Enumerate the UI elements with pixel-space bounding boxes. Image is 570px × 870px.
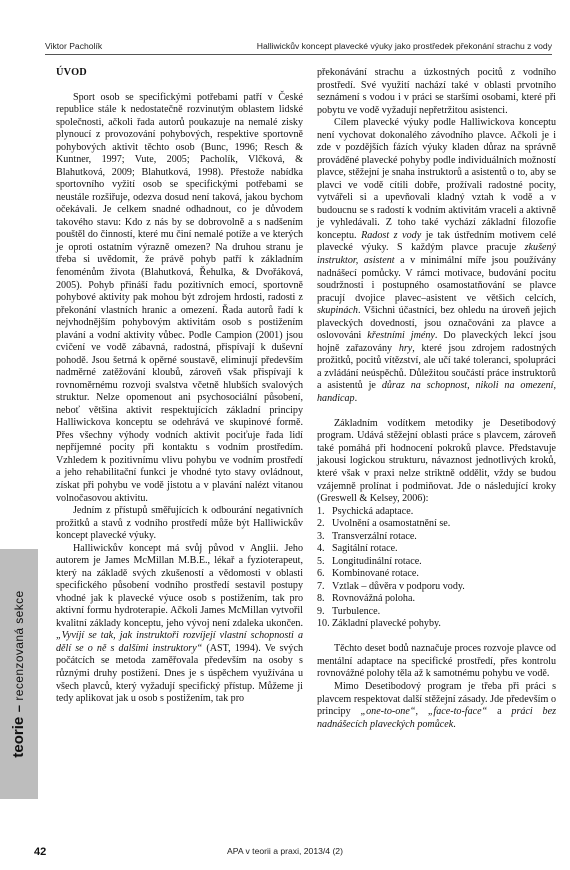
list-number: 8. (317, 593, 325, 605)
list-item (317, 506, 556, 519)
list-item (317, 581, 556, 594)
emphasis: „face-to-face“ (427, 706, 488, 718)
right-column (317, 67, 556, 731)
list-number: 2. (317, 518, 325, 530)
paragraph: Základním vodítkem metodiky je Desetibodový program. Udává stěžejní oblasti práce s plavcem, zároveň také pomáhá při hodnocení pokroků plavce. Představuje jakousi logickou strukturu, návaznost jednotlivých kroků, které však v praxi nelze striktně oddělit, vždy se budou vzájemně prolínat i podmiňovat. Jde o následující kroky (Greswell & Kelsey, 2006): (317, 417, 556, 505)
paragraph: Sport osob se specifickými potřebami patří v České republice stále k nedostatečně rozvinutým oblastem lidské společnosti, ačkoli řada autorů poukazuje na nemalé zisky plynoucí z provozování pohybových, respektive sportovně pohybových aktivit těchto osob (Bunc, 1996; Resch & Kuntner, 1997; Vute, 2005; Pacholík, Vlčková, & Blahutková, 2009; Blahutková, 1998). Přestože nabídka sportovního vyžití osob se specifickými potřebami se neustále rozšiřuje, odezva dosud není taková, jakou bychom očekávali. Je celkem snadné odhadnout, co je důvodem takového stavu: Kdo z nás by se dobrovolně a s nadšením pouštěl do činností, které mu činí nemalé potíže a ve kterých je oproti ostatním výrazně omezen? Na druhou stranu je třeba si uvědomit, že právě pohyb patří k základním fenoménům života (Blahutková, Řehulka, & Dvořáková, 2005). Pohyb přináší řadu pozitivních emocí, sportovně pohybové aktivity pak mohou být zdrojem hrdosti, radosti z překonání vlastních hranic a omezení. Řada autorů řadí k nejvhodnějším pohybovým aktivitám osob s postižením plavání a vodní aktivity vůbec. Podle Campion (2001) jsou cvičení ve vodě zábavná, radostná, přispívají k duševní pohodě. Jsou šetrná k opěrné soustavě, eliminují především nadměrné zatěžování kloubů, zároveň však přispívají k rovnoměrnému rozvoji svalstva včetně hlubších svalových struktur. Nelze opomenout ani psychosociální působení, neboť většina aktivit respektujících základní principy Halliwickova konceptu se odehrává ve skupinové formě. Přes všechny výhody vodních aktivit pociťuje řada lidí nepříjemné pocity při kontaktu s vodním prostředím. Vzhledem k pozitivnímu vlivu pohybu ve vodním prostředí a jeho rehabilitační funkci je vhodné tyto stavy ovládnout, získat při pohybu ve vodě jistotu a v plavání nalézt vitanou volnočasovou aktivitu. (56, 91, 303, 504)
text-run: (AST, 1994). Ve svých počátcích se metoda zaměřovala především na osoby s různými druhy postižení. Dnes je s úspěchem využívána u všech plavců, který vyžadují specifický přístup. Můžeme ji tedy aplikovat jak u osob s postižením, tak pro (56, 642, 303, 705)
text-run: , (415, 706, 418, 718)
emphasis: důraz na schopnost, nikoli na omezení, handicap (317, 380, 556, 404)
paragraph (317, 681, 556, 731)
list-number: 3. (317, 530, 325, 542)
section-tab-label (10, 590, 28, 757)
list-text: Sagitální rotace. (332, 543, 398, 555)
emphasis: křestními jmény (367, 330, 435, 342)
section-tab-word-theory: teorie (10, 716, 27, 758)
text-run: Mimo Desetibodový program je třeba při práci s plavcem respektovat další stěžejní zásady. Jde především o principy (317, 680, 556, 718)
list-item (317, 606, 556, 619)
list-item (317, 556, 556, 569)
text-run: . (453, 718, 456, 730)
text-run: Halliwickův koncept má svůj původ v Anglii. Jeho autorem je James McMillan M.B.E., lékař a fyzioterapeut, který na základě svých zkušeností a vědomosti v oblasti specifického působení vodního prostředí sestavil postupy vhodné jak k plavecké výuce osob s postižením, tak pro aktivní formu hydroterapie. Ačkoli James McMillan vytvořil kvalitní základy konceptu, jeho vývoj není zdaleka ukončen. (56, 542, 303, 629)
list-text: Základní plavecké pohyby. (332, 618, 441, 630)
section-tab-dash: – (11, 705, 26, 713)
emphasis: „one-to-one“ (360, 706, 416, 718)
list-text: Uvolnění a osamostatnění se. (332, 518, 451, 530)
list-text: Kombinované rotace. (332, 568, 419, 580)
text-run: . (354, 392, 358, 404)
list-number: 1. (317, 505, 325, 517)
emphasis: práci bez nadnášecích plaveckých pomůcek (317, 706, 557, 730)
list-text: Transverzální rotace. (332, 530, 417, 542)
list-number: 9. (317, 605, 325, 617)
quote: „Vyvíjí se tak, jak instruktoři rozvíjejí vlastní schopnosti a dělí se o ně s dalšími instruktory“ (56, 630, 303, 654)
section-tab-word-reviewed: recenzovaná sekce (12, 590, 26, 701)
paragraph (56, 543, 303, 706)
list-number: 5. (317, 555, 325, 567)
text-run: je tak ústředním motivem celé plavecké výuky. S každým plavce pracuje (317, 229, 556, 254)
journal-footer: APA v teorii a praxi, 2013/4 (2) (227, 846, 343, 856)
left-column (56, 67, 303, 706)
text-run: , které jsou zdrojem radostných prožitků, pocitů vítězství, ale učí také toleranci, spolupráci a zvládání neúspěchů. Důležitou součástí práce instruktorů a asistentů je (317, 342, 556, 392)
emphasis: hry (398, 342, 413, 354)
page-number: 42 (34, 846, 47, 858)
text-run: . Všichni účastníci, bez ohledu na úroveň jejich plaveckých dovedností, jsou označováni za plavce a oslovováni (317, 305, 556, 342)
paragraph: Jedním z přístupů směřujících k odbourání negativních prožitků a stavů z vodního prostředí může být Halliwickův koncept plavecké výuky. (56, 505, 303, 542)
list-item (317, 518, 556, 531)
list-text: Longitudinální rotace. (332, 555, 422, 567)
text-run: Cílem plavecké výuky podle Halliwickova konceptu není vychovat dokonalého závodního plavce. Ačkoli je i zde v pozdějších fázích výuky kladen důraz na správně prováděné plavecké pohyby podle individuálních možností plavce, stěžejní je snaha instruktorů a asistentů o to, aby se plavci ve vodě cítili dobře, prožívali radostné pocity, vytvářeli si a upevňovali kladný vztah k vodě a v budoucnu se s radostí k vodním aktivitám vraceli a aktivně je vyhledávali. Z toho také vychází základní filozofie konceptu. (317, 117, 556, 241)
list-item (317, 543, 556, 556)
list-number: 6. (317, 568, 325, 580)
list-text: Psychická adaptace. (332, 505, 414, 517)
ten-point-program-list (317, 506, 556, 631)
list-number: 7. (317, 580, 325, 592)
list-number: 10. (317, 618, 330, 630)
text-run: a v minimální míře jsou používány nadnášecí pomůcky. V rámci motivace, budování pocitu soudržnosti i postupného osamostatňování se plavce pracují dvojice plavec–asistent ve většich celcích, (317, 254, 557, 304)
list-text: Rovnovážná poloha. (332, 593, 415, 605)
header-author: Viktor Pacholík (45, 41, 103, 51)
emphasis: zkušený instruktor, asistent (317, 242, 556, 266)
list-text: Vztlak – důvěra v podporu vody. (332, 580, 465, 592)
section-heading: ÚVOD (56, 67, 87, 78)
paragraph: překonávání strachu a úzkostných pocitů z vodního prostředí. Své využití nachází také v oblasti prvotního seznámení s vodou i v práci se staršími osobami, které při pobytu ve vodě vyžadují nepřetržitou asistenci. (317, 67, 556, 116)
paragraph: Těchto deset bodů naznačuje proces rozvoje plavce od mentální adaptace na specifické prostředí, přes kontrolu rovnovážné polohy těla až k samotnému pohybu ve vodě. (317, 643, 556, 680)
emphasis: skupinách (317, 305, 358, 317)
paragraph (317, 117, 556, 405)
list-item (317, 593, 556, 606)
text-run: a (497, 706, 502, 718)
list-text: Turbulence. (332, 605, 381, 617)
emphasis: Radost z vody (361, 229, 422, 241)
list-number: 4. (317, 543, 325, 555)
list-item (317, 531, 556, 544)
text-run: . Do plaveckých lekcí jsou hojně zařazovány (317, 330, 556, 354)
list-item (317, 618, 556, 631)
header-rule (45, 54, 552, 55)
running-header (45, 41, 552, 55)
header-running-title: Halliwickův koncept plavecké výuky jako prostředek překonání strachu z vody (256, 41, 552, 51)
list-item (317, 568, 556, 581)
